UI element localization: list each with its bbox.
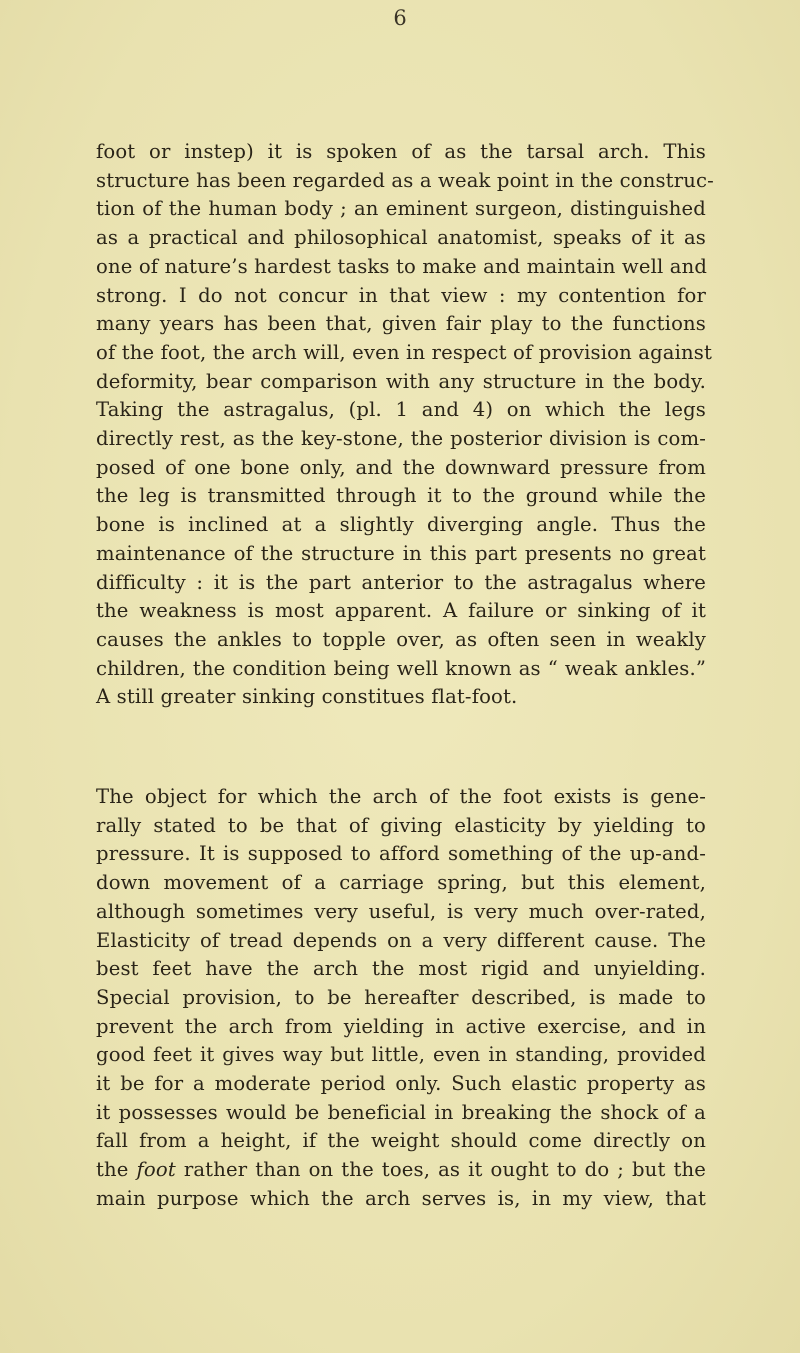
text-line: the leg is transmitted through it to the ground while the (96, 484, 706, 508)
text-line: the foot rather than on the toes, as it ought to do ; but the (96, 1158, 706, 1182)
text-line: fall from a height, if the weight should come directly on (96, 1129, 706, 1153)
text-line: structure has been regarded as a weak point in the construc- (96, 168, 714, 192)
text-line: best feet have the arch the most rigid and unyielding. (96, 957, 706, 981)
page-number: 6 (393, 6, 407, 30)
text-line: Special provision, to be hereafter described, is made to (96, 985, 706, 1009)
text-line: pressure. It is supposed to afford something of the up-and- (96, 842, 706, 866)
text-line: deformity, bear comparison with any structure in the body. (96, 369, 706, 393)
text-line: Taking the astragalus, (pl. 1 and 4) on which the legs (96, 398, 706, 422)
text-line: tion of the human body ; an eminent surgeon, distinguished (96, 197, 706, 221)
text-line: maintenance of the structure in this part presents no great (96, 541, 706, 565)
text-line: main purpose which the arch serves is, in my view, that (96, 1186, 706, 1210)
text-line: Elasticity of tread depends on a very different cause. The (96, 928, 706, 952)
text-line: bone is inclined at a slightly diverging angle. Thus the (96, 513, 706, 537)
text-line: the weakness is most apparent. A failure or sinking of it (96, 599, 706, 623)
text-line: causes the ankles to topple over, as often seen in weakly (96, 627, 706, 651)
text-line: down movement of a carriage spring, but this element, (96, 871, 706, 895)
text-line: rally stated to be that of giving elasticity by yielding to (96, 813, 706, 837)
text-line: it possesses would be beneficial in breaking the shock of a (96, 1100, 706, 1124)
paragraph-2 (96, 783, 706, 1214)
text-line: directly rest, as the key-stone, the posterior division is com- (96, 427, 706, 451)
text-line: many years has been that, given fair play to the functions (96, 312, 706, 336)
text-line: of the foot, the arch will, even in respect of provision against (96, 340, 713, 364)
text-line: A still greater sinking constitues flat-foot. (96, 685, 518, 709)
text-line: difficulty : it is the part anterior to the astragalus where (96, 570, 706, 594)
text-line: The object for which the arch of the foot exists is gene- (96, 785, 706, 808)
paragraph-1 (96, 138, 714, 712)
text-line: prevent the arch from yielding in active exercise, and in (96, 1014, 706, 1038)
text-line: one of nature’s hardest tasks to make and maintain well and (96, 254, 708, 278)
text-line: it be for a moderate period only. Such elastic property as (96, 1072, 706, 1096)
text-line: good feet it gives way but little, even in standing, provided (96, 1043, 706, 1067)
text-line: strong. I do not concur in that view : my contention for (96, 283, 706, 307)
text-line: children, the condition being well known as “ weak ankles.” (96, 656, 706, 680)
text-line: although sometimes very useful, is very much over-rated, (96, 899, 706, 923)
text-line: posed of one bone only, and the downward pressure from (96, 455, 706, 479)
text-line: as a practical and philosophical anatomist, speaks of it as (96, 226, 706, 250)
emphasis-text: foot (136, 1158, 176, 1182)
text-line: foot or instep) it is spoken of as the tarsal arch. This (96, 140, 706, 163)
